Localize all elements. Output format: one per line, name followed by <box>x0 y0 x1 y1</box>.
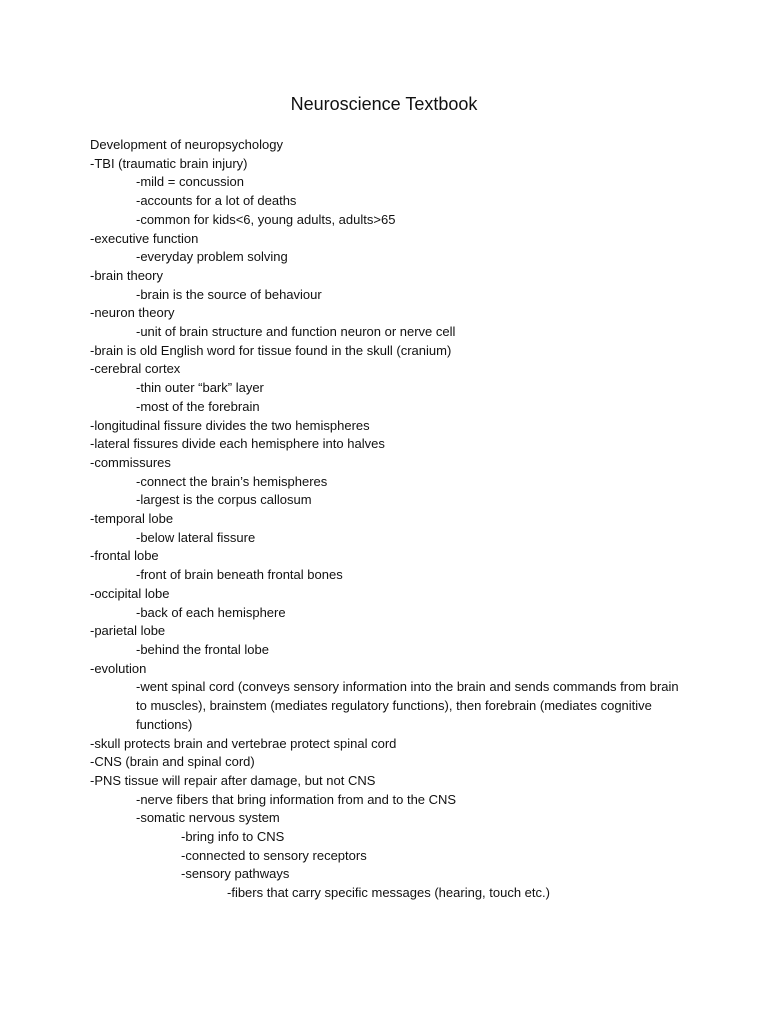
note-line: -unit of brain structure and function neuron or nerve cell <box>136 324 456 340</box>
note-line: -thin outer “bark” layer <box>136 380 264 396</box>
note-line: -commissures <box>90 454 171 470</box>
note-line: -temporal lobe <box>90 511 174 527</box>
note-line: -brain theory <box>90 267 163 283</box>
note-line: -PNS tissue will repair after damage, but not CNS <box>90 772 376 788</box>
note-line: -accounts for a lot of deaths <box>136 193 297 209</box>
note-line: -went spinal cord (conveys sensory information into the brain and sends commands from brain to muscles), brainstem (mediates regulatory functions), then forebrain (mediates cognitive functions) <box>136 679 679 732</box>
note-line: -brain is the source of behaviour <box>136 286 322 302</box>
note-line: -evolution <box>90 660 147 676</box>
note-line: -neuron theory <box>90 305 175 321</box>
note-line: -behind the frontal lobe <box>136 641 269 657</box>
note-line: -connected to sensory receptors <box>181 847 367 863</box>
note-line: -frontal lobe <box>90 548 159 564</box>
note-line: -brain is old English word for tissue found in the skull (cranium) <box>90 342 452 358</box>
note-line: -everyday problem solving <box>136 249 288 265</box>
note-line: -connect the brain’s hemispheres <box>136 473 328 489</box>
note-line: -skull protects brain and vertebrae protect spinal cord <box>90 735 397 751</box>
note-line: Development of neuropsychology <box>90 137 283 152</box>
note-line: -cerebral cortex <box>90 361 181 377</box>
note-line: -CNS (brain and spinal cord) <box>90 754 255 770</box>
notes-list <box>90 136 690 903</box>
note-line: -longitudinal fissure divides the two hemispheres <box>90 417 370 433</box>
note-line: -front of brain beneath frontal bones <box>136 567 343 583</box>
document-title: Neuroscience Textbook <box>290 94 478 114</box>
note-line: -parietal lobe <box>90 623 166 639</box>
note-line: -executive function <box>90 230 199 246</box>
note-line: -mild = concussion <box>136 174 245 190</box>
note-line: -below lateral fissure <box>136 529 256 545</box>
note-line: -sensory pathways <box>181 866 290 882</box>
note-line: -TBI (traumatic brain injury) <box>90 155 248 171</box>
note-line: -nerve fibers that bring information from and to the CNS <box>136 791 457 807</box>
note-line: -back of each hemisphere <box>136 604 286 620</box>
note-line: -fibers that carry specific messages (hearing, touch etc.) <box>227 885 550 901</box>
note-line: -most of the forebrain <box>136 398 260 414</box>
note-line: -bring info to CNS <box>181 829 285 845</box>
note-line: -occipital lobe <box>90 585 170 601</box>
note-line: -somatic nervous system <box>136 810 280 826</box>
note-line: -largest is the corpus callosum <box>136 492 312 508</box>
note-line: -lateral fissures divide each hemisphere into halves <box>90 436 385 452</box>
note-line: -common for kids<6, young adults, adults>65 <box>136 211 396 227</box>
